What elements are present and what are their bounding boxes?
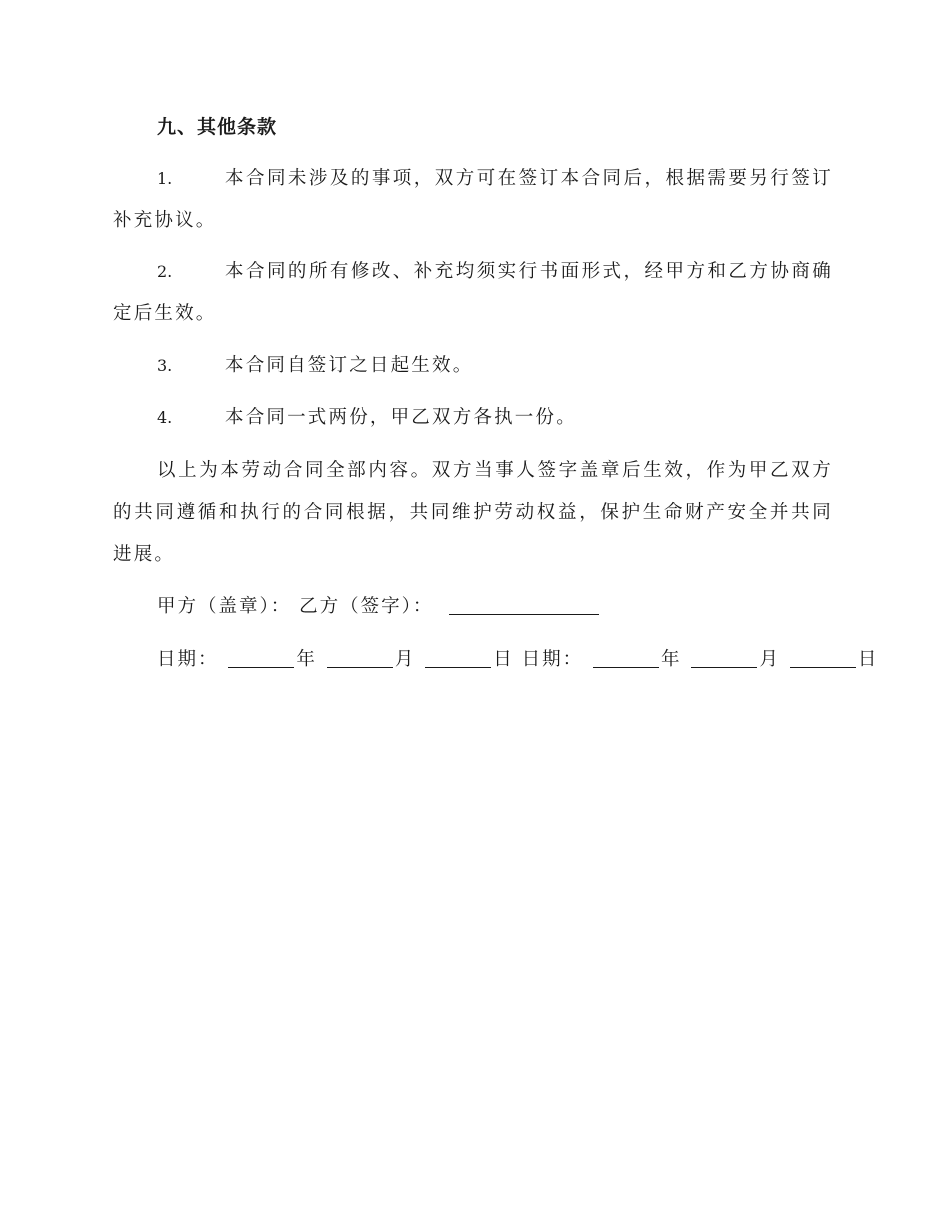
signature-line [157,592,599,622]
date-line [157,645,878,675]
day-label-a: 日 [493,649,514,670]
day-blank-b [790,647,856,668]
clause-text: 本合同一式两份，甲乙双方各执一份。 [225,407,577,428]
party-b-label: 乙方（签字）： [299,596,434,617]
clause-text: 本合同的所有修改、补充均须实行书面形式，经甲方和乙方协商确定后生效。 [113,261,833,324]
clause-text: 本合同自签订之日起生效。 [225,355,474,376]
section-heading: 九、其他条款 [157,116,278,138]
month-blank-a [327,647,393,668]
month-blank-b [691,647,757,668]
year-blank-a [228,647,294,668]
day-label-b: 日 [857,649,879,670]
clause-1 [113,158,833,242]
clause-4 [113,397,833,439]
date-label-a: 日期： [157,649,219,670]
clause-text: 本合同未涉及的事项，双方可在签订本合同后，根据需要另行签订补充协议。 [113,168,833,231]
year-blank-b [593,647,659,668]
year-label-a: 年 [296,649,317,670]
clause-2 [113,251,833,335]
clause-number: 3. [157,356,173,375]
clause-number: 2. [157,262,173,281]
month-label-a: 月 [394,649,416,670]
clause-number: 1. [157,169,173,188]
month-label-b: 月 [759,649,780,670]
signature-blank [449,594,599,615]
year-label-b: 年 [661,649,682,670]
party-a-label: 甲方（盖章）： [157,596,292,617]
day-blank-a [425,647,491,668]
clause-number: 4. [157,408,173,427]
closing-paragraph: 以上为本劳动合同全部内容。双方当事人签字盖章后生效，作为甲乙双方的共同遵循和执行的合同根据，共同维护劳动权益，保护生命财产安全并共同进展。 [113,460,833,565]
date-label-b: 日期： [521,649,584,670]
clause-3 [113,345,833,387]
